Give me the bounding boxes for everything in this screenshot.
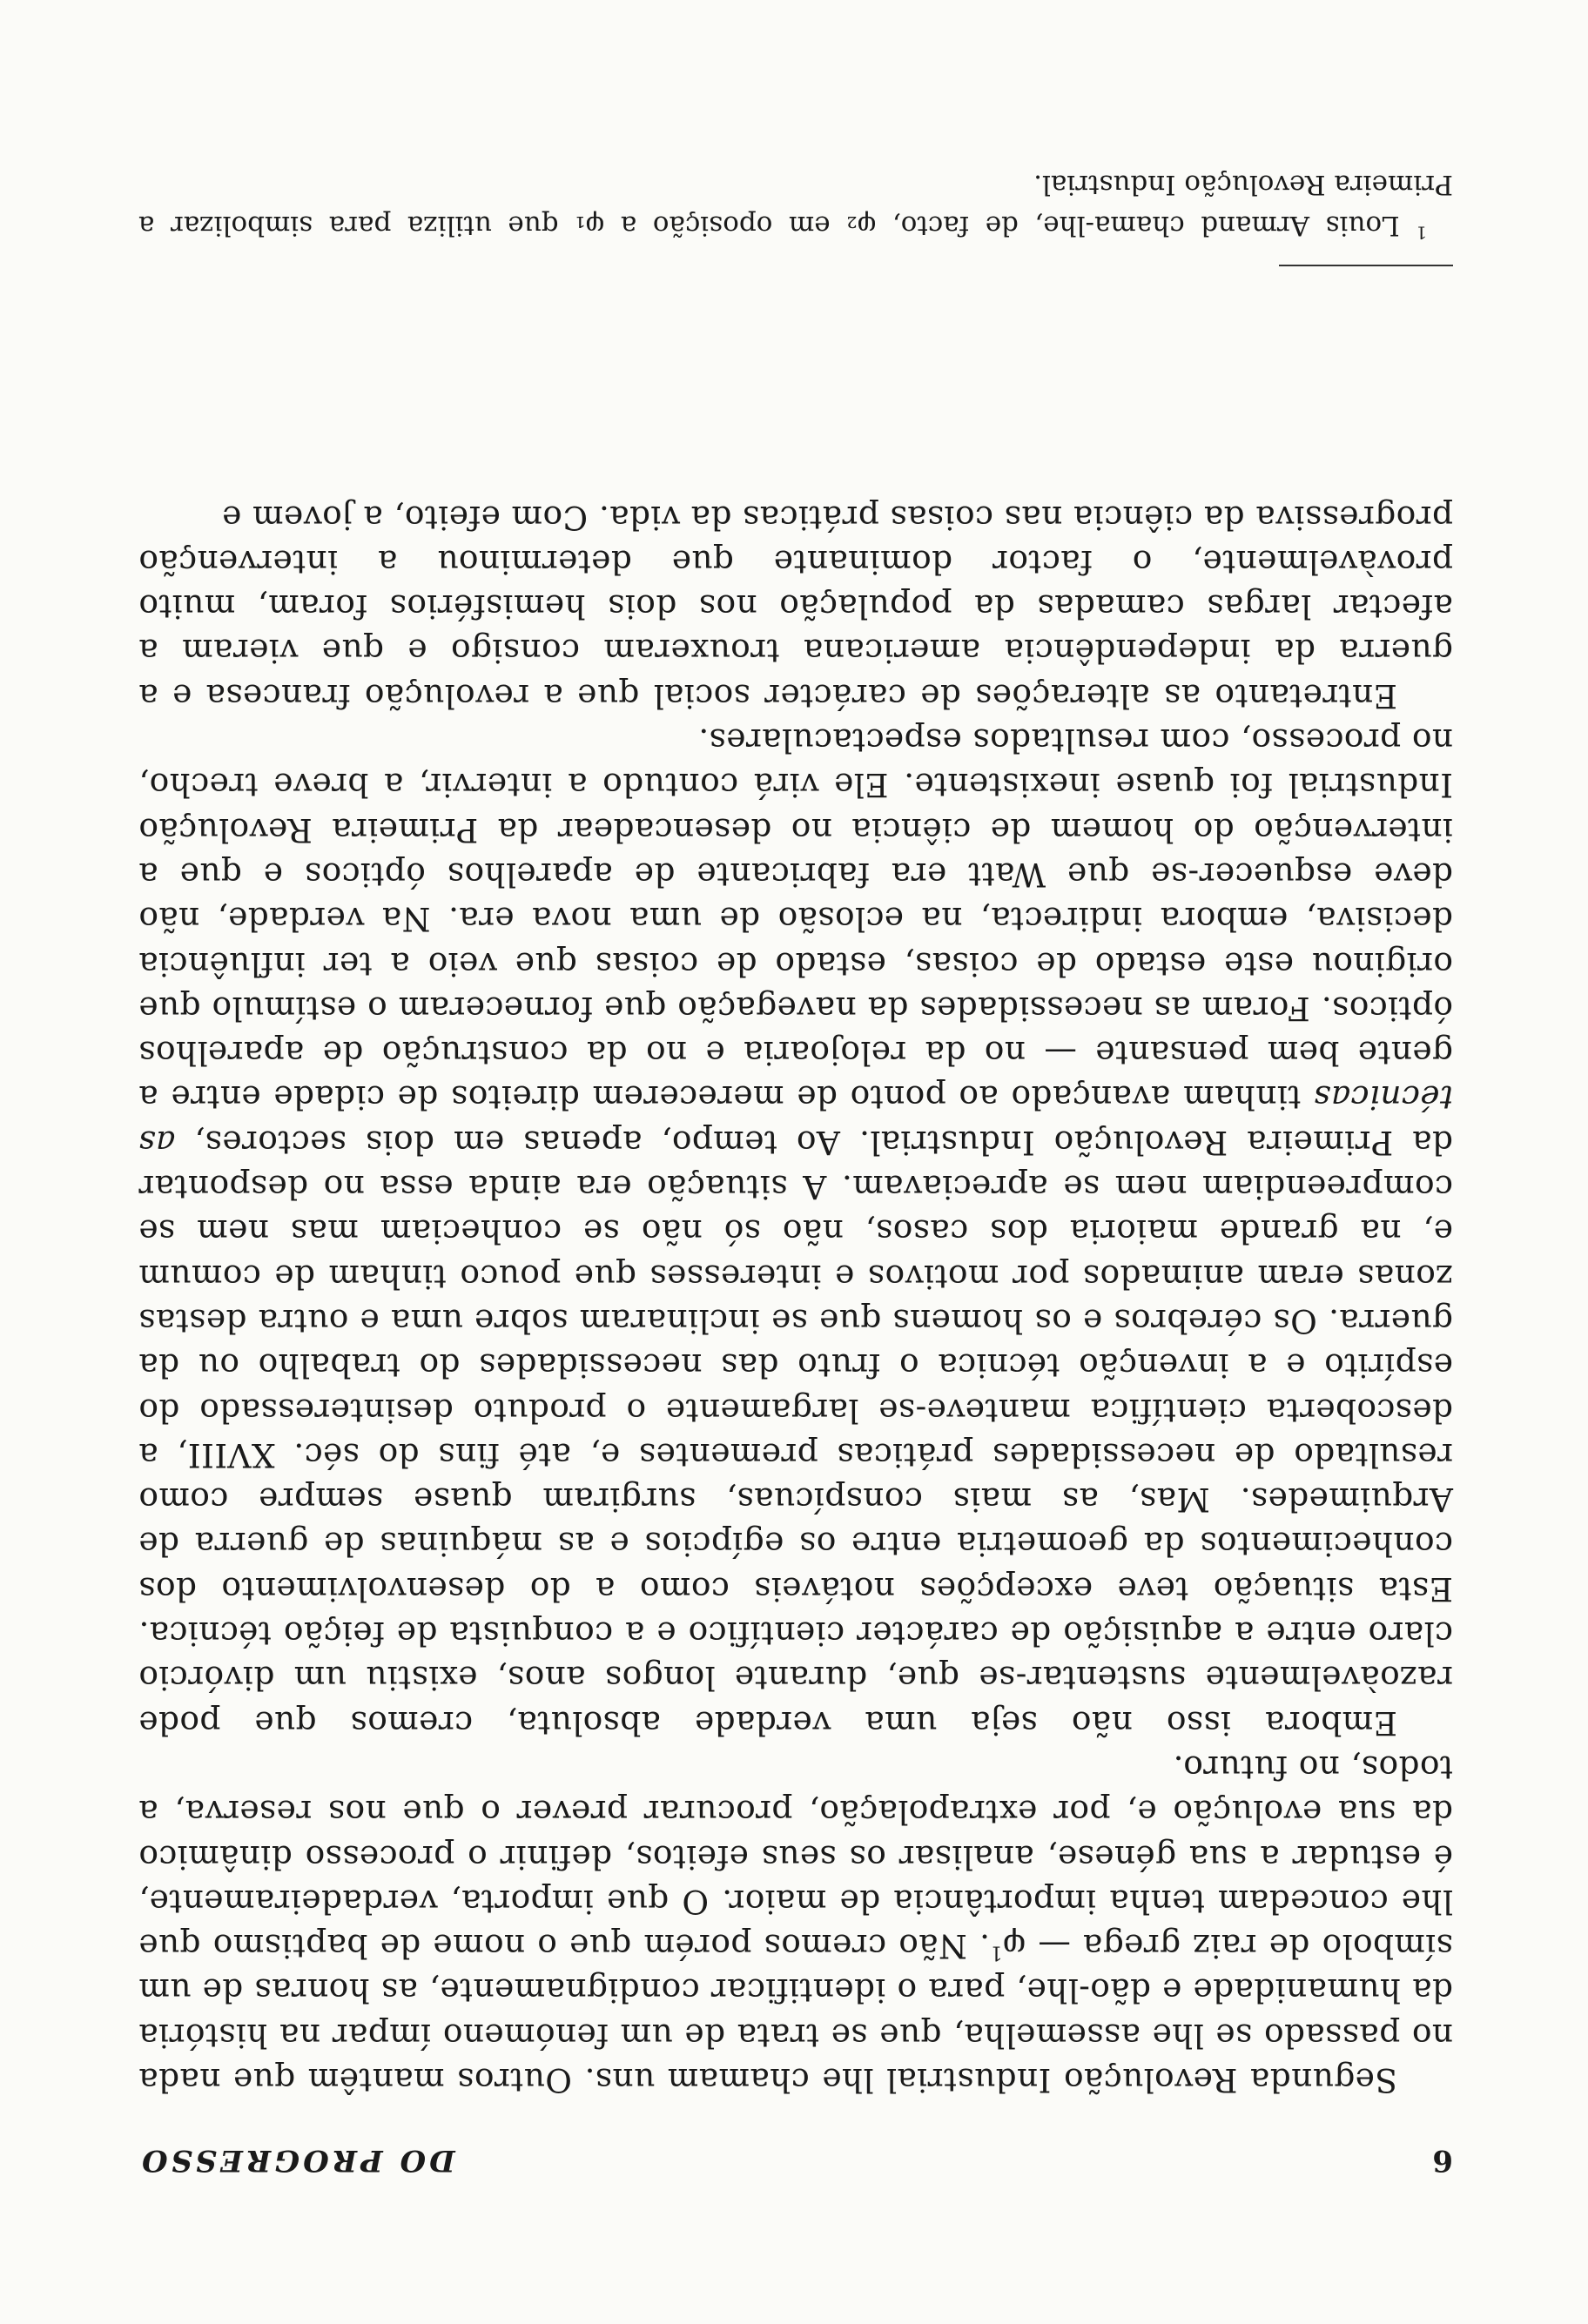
paragraph-2-part-a: Embora isso não seja uma verdade absoluta, cremos que pode razoàvelmente sustentar-se que, durante longos anos, existiu um divórcio claro entre a aquisição de carácter científico e a conquista de feição técnica. Esta situação teve excepções notáveis como a do desenvolvimento dos conhecimentos da geometria entre os egípcios e as máquinas de guerra de Arquimedes. Mas, as mais conspícuas, surgiram quase sempre como resultado de necessidades práticas prementes e, até fins do séc. XVIII, a descoberta científica manteve-se largamente o produto desinteressado do espírito e a invenção técnica o fruto das necessidades do trabalho ou da guerra. Os cérebros e os homens que se inclinaram sobre uma e outra destas zonas eram animados por motivos e interesses que pouco tinham de comum e, na grande maioria dos casos, não só não se conheciam mas nem se compreendiam nem se apreciavam. A situação era ainda essa no despontar da Primeira Revolução Industrial. Ao tempo, apenas em dois sectores, [138,1123,1453,1743]
footnote-marker: 1 [1416,222,1427,244]
footnote-divider [1279,265,1453,266]
body-text [138,494,1453,2102]
paragraph-2-part-b: tinham avançado ao ponto de merecerem direitos de cidade entre a gente bem pensante — no da relojoaria e no da construção de aparelhos ópticos. Foram as necessidades da navegação que forneceram o estímulo que originou este estado de coisas, estado de coisas que veio a ter influência decisiva, embora indirecta, na eclosão de uma nova era. Na verdade, não deve esquecer-se que Watt era fabricante de aparelhos ópticos e que a intervenção do homem de ciência no desencadear da Primeira Revolução Industrial foi quase inexistente. Ele virá contudo a intervir, a breve trecho, no processo, com resultados espectaculares. [138,722,1453,1118]
paragraph-3: Entretanto as alterações de carácter social que a revolução francesa e a guerra da independência americana trouxeram consigo e que vieram a afectar largas camadas da população nos dois hemisférios foram, muito provàvelmente, o factor dominante que determinou a intervenção progressiva da ciência nas coisas práticas da vida. Com efeito, a jovem e [138,498,1453,715]
footnote [138,164,1453,245]
paragraph-1 [138,1745,1453,2102]
paragraph-1-part-b: . Não cremos porém que o nome de baptismo que lhe concedam tenha importância de maior. O que importa, verdadeiramente, é estudar a sua génese, analisar os seus efeitos, definir o processo dinâmico da sua evolução e, por extrapolação, procurar prever o que nos reserva, a todos, no futuro. [138,1748,1453,1966]
emphasis-as-tecnicas: as técnicas [138,1078,1453,1162]
page-number: 6 [1432,2143,1453,2178]
running-head: DO PROGRESSO [138,2143,455,2178]
footnote-text: Louis Armand chama-lhe, de facto, φ₂ em oposição a φ₁ que utiliza para simbolizar a Primeira Revolução Industrial. [138,169,1453,241]
footnote-reference: 1 [990,1941,1003,1964]
paragraph-2 [138,718,1453,1745]
paragraph-1-part-a: Segunda Revolução Industrial lhe chamam uns. Outros mantêm que nada no passado se lhe assemelha, que se trata de um fenómeno ímpar na história da humanidade e dão-lhe, para o identificar condignamente, as honras de um símbolo de raiz grega — φ [138,1927,1453,2099]
page-header [138,2134,1453,2178]
